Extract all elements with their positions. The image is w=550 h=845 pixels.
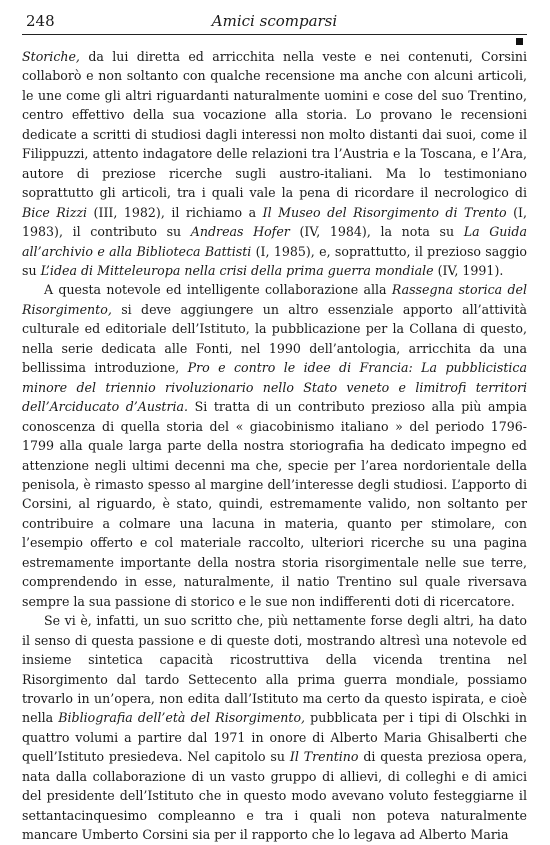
text-run: A questa notevole ed intelligente collaborazione alla xyxy=(44,282,392,298)
text-run: (IV, 1991). xyxy=(433,262,504,278)
italic-text: Bice Rizzi xyxy=(22,204,88,220)
italic-text: Rassegna storica del Risorgimento, xyxy=(22,282,527,317)
italic-text: La Guida all’archivio e alla Biblioteca Battisti xyxy=(22,224,527,259)
paragraph xyxy=(22,47,527,280)
text-run: pubblicata per i tipi di Olschki in quattro volumi a partire dal 1971 in onore di Alberto Maria Ghisalberti che quell’Istituto presiedeva. Nel capitolo su xyxy=(22,710,527,765)
italic-text: Bibliografia dell’età del Risorgimento, xyxy=(58,710,306,726)
text-run: (I, 1985), e, soprattutto, il prezioso saggio su xyxy=(22,243,528,278)
italic-text: Andreas Hofer xyxy=(190,224,290,240)
text-run: Se vi è, infatti, un suo scritto che, più nettamente forse degli altri, ha dato il senso di questa passione e di queste doti, mostrando altresì una notevole ed insieme sintetica capacità ricostruttiva della vicenda trentina nel Risorgimento dal tardo Settecento alla prima guerra mondiale, possiamo trovarlo in un’opera, non edita dall’Istituto ma certo da questo ispirata, e cioè nella xyxy=(22,613,527,726)
italic-text: Il Trentino xyxy=(289,749,359,765)
text-run: (I, 1983), il contributo su xyxy=(22,204,527,240)
margin-mark xyxy=(516,38,523,45)
italic-text: L’idea di Mitteleuropa nella crisi della prima guerra mondiale xyxy=(40,262,434,278)
italic-text: Storiche, xyxy=(22,49,80,64)
page-number: 248 xyxy=(26,12,55,30)
text-run: Si tratta di un contributo prezioso alla più ampia conoscenza di quella storia del « giacobinismo italiano » del periodo 1796-1799 alla quale larga parte della nostra storiografia ha dedicato impegno ed attenzione negli ultimi decenni ma che, specie per l’area nordorientale della penisola, è rimasto spesso al margine dell’interesse degli studiosi. L’apporto di Corsini, al riguardo, è stato, quindi, estremamente valido, non soltanto per contribuire a colmare una lacuna in materia, quanto per stimolare, con l’esempio offerto e col materiale raccolto, ulteriori ricerche su una pagina estremamente importante della nostra storia risorgimentale nelle sue terre, comprendendo in esse, naturalmente, il natio Trentino sul quale riversava sempre la sua passione di storico e le sue non indifferenti doti di ricercatore. xyxy=(22,399,528,609)
body-text xyxy=(22,47,527,845)
paragraph xyxy=(22,611,527,844)
paragraph xyxy=(22,280,527,611)
text-run: si deve aggiungere un altro essenziale apporto all’attività culturale ed editoriale dell’Istituto, la pubblicazione per la Collana di questo, nella serie dedicata alle Fonti, nel 1990 dell’antologia, arricchita da una bellissima introduzione, xyxy=(22,301,527,376)
text-run: da lui diretta ed arricchita nella veste e nei contenuti, Corsini collaborò e non soltanto con qualche recensione ma anche con alcuni articoli, le une come gli altri riguardanti naturalmente uomini e cose del suo Trentino, centro effettivo della sua vocazione alla storia. Lo provano le recensioni dedicate a scritti di studiosi dagli interessi non molto distanti dai suoi, come il Filippuzzi, attento indagatore delle relazioni tra l’Austria e la Toscana, e l’Ara, autore di preziose ricerche sugli austro-italiani. Ma lo testimoniano soprattutto gli articoli, tra i quali vale la pena di ricordare il necrologico di xyxy=(22,49,527,201)
text-run: (III, 1982), il richiamo a xyxy=(87,204,263,220)
text-run: (IV, 1984), la nota su xyxy=(289,224,464,240)
running-title: Amici scomparsi xyxy=(211,12,338,30)
document-page xyxy=(22,10,527,845)
text-run: di questa preziosa opera, nata dalla collaborazione di un vasto gruppo di allievi, di colleghi e di amici del presidente dell’Istituto che in questo modo avevano voluto festeggiarne il settantacinquesimo compleanno e tra i quali non poteva naturalmente mancare Umberto Corsini sia per il rapporto che lo legava ad Alberto Maria xyxy=(22,749,527,843)
page-header xyxy=(22,10,527,35)
italic-text: Il Museo del Risorgimento di Trento xyxy=(262,204,507,220)
italic-text: Pro e contro le idee di Francia: La pubblicistica minore del triennio rivoluzionario nello Stato veneto e limitrofi territori dell’Arciducato d’Austria. xyxy=(22,360,527,415)
